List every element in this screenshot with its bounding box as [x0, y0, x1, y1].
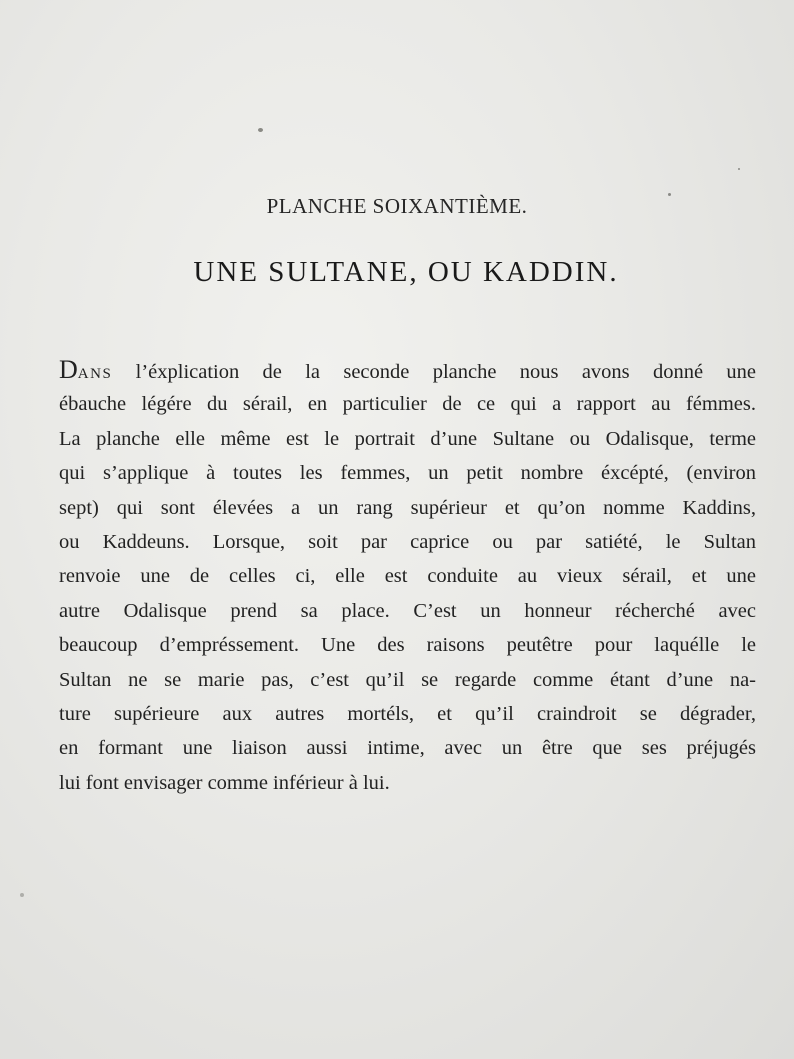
text-line: beaucoup d’empréssement. Une des raisons peutêtre pour laquélle le: [59, 634, 756, 657]
text-line: qui s’applique à toutes les femmes, un petit nombre éxcépté, (environ: [59, 462, 756, 485]
paper-speck: [738, 168, 740, 170]
text-line: La planche elle même est le portrait d’une Sultane ou Odalisque, terme: [59, 427, 756, 450]
text-line: Sultan ne se marie pas, c’est qu’il se regarde comme étant d’une na-: [59, 668, 756, 691]
text-line: ture supérieure aux autres mortéls, et qu’il craindroit se dégrader,: [59, 702, 756, 725]
text-line: ou Kaddeuns. Lorsque, soit par caprice ou par satiété, le Sultan: [59, 530, 756, 553]
text-line: renvoie une de celles ci, elle est conduite au vieux sérail, et une: [59, 565, 756, 588]
paper-speck: [20, 893, 24, 897]
page-title: UNE SULTANE, OU KADDIN.: [193, 256, 619, 288]
drop-cap: D: [59, 355, 78, 384]
text-line: sept) qui sont élevées a un rang supérieur et qu’on nomme Kaddins,: [59, 496, 756, 519]
paper-speck: [258, 128, 263, 132]
text-line: en formant une liaison aussi intime, avec un être que ses préjugés: [59, 737, 756, 760]
text-line-last: lui font envisager comme inférieur à lui.: [59, 771, 390, 794]
plate-heading: PLANCHE SOIXANTIÈME.: [266, 194, 528, 218]
text-line: ébauche légére du sérail, en particulier de ce qui a rapport au fémmes.: [59, 393, 756, 416]
text-line: autre Odalisque prend sa place. C’est un honneur récherché avec: [59, 599, 756, 622]
text-line-1: [59, 353, 756, 387]
body-paragraph: [59, 353, 756, 800]
first-line-text: l’éxplication de la seconde planche nous avons donné une: [112, 361, 756, 383]
small-caps: ANS: [77, 366, 113, 382]
